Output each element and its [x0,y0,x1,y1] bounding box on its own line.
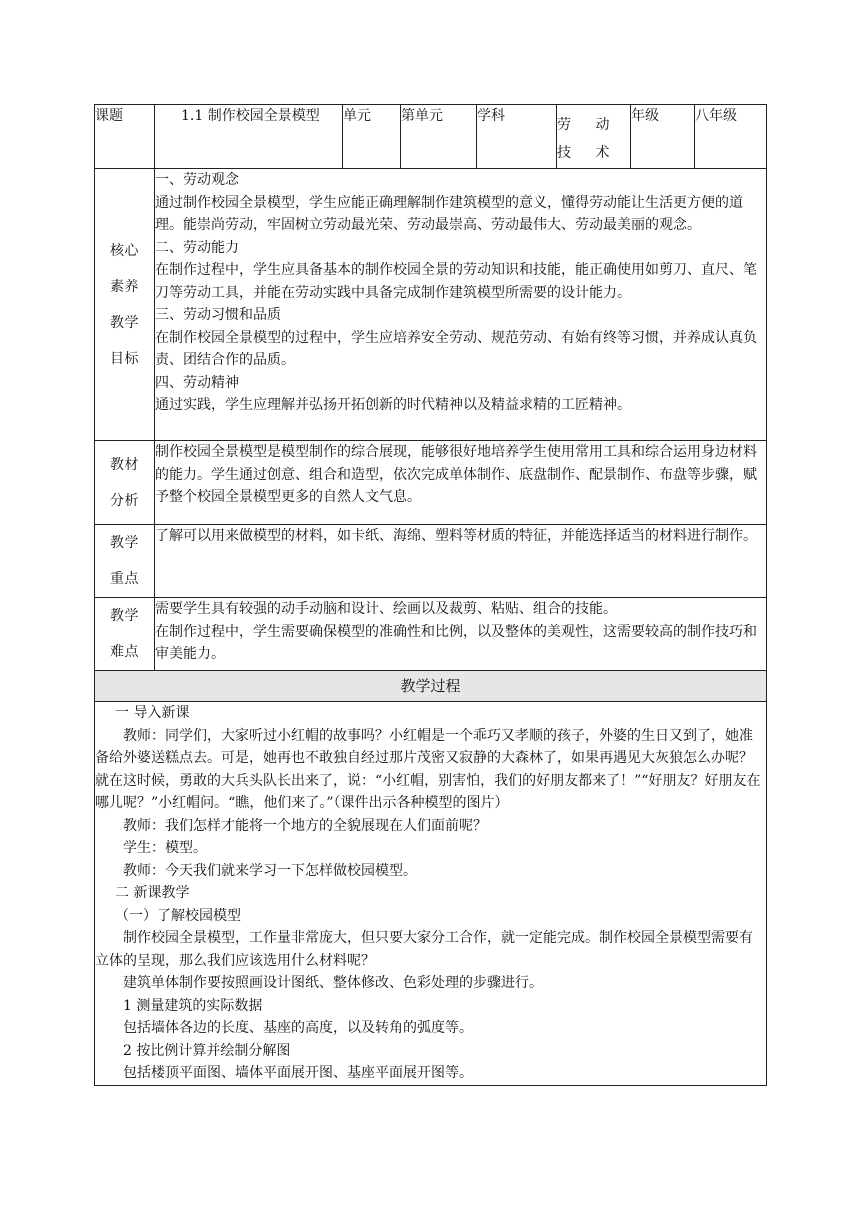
goals-text-1: 通过制作校园全景模型，学生应能正确理解制作建筑模型的意义，懂得劳动能让生活更方便的道理。能崇尚劳动，牢固树立劳动最光荣、劳动最崇高、劳动最伟大、劳动最美丽的观念。 [155,194,743,233]
subject-line-2: 技 术 [557,145,620,161]
section-heading-intro: 一 导入新课 [115,705,190,721]
goals-label-line: 目标 [110,350,139,367]
material-row [95,441,767,525]
grade-value: 八年级 [695,105,767,169]
difficulties-text-1: 需要学生具有较强的动手动脑和设计、绘画以及裁剪、粘贴、组合的技能。 [155,601,617,617]
process-header-row [95,671,767,702]
difficulties-text-2: 在制作过程中，学生需要确保模型的准确性和比例，以及整体的美观性，这需要较高的制作技巧和审美能力。 [155,623,757,662]
difficulties-label-line: 教学 [110,608,139,624]
process-paragraph: 学生：模型。 [123,840,207,856]
goals-text-3: 在制作校园全景模型的过程中，学生应培养安全劳动、规范劳动、有始有终等习惯，并养成认真负责、团结合作的品质。 [155,329,757,368]
subject-line-1: 劳 动 [557,117,620,133]
process-title: 教学过程 [95,671,767,702]
section-heading-new: 二 新课教学 [115,885,190,901]
goals-label-line: 教学 [110,314,139,331]
header-row [95,105,767,169]
unit-label: 单元 [343,105,401,169]
grade-label: 年级 [631,105,695,169]
key-points-label-line: 重点 [110,571,139,587]
subsection-heading: （一）了解校园模型 [115,907,241,924]
goals-text-4: 通过实践，学生应理解并弘扬开拓创新的时代精神以及精益求精的工匠精神。 [155,397,631,413]
key-points-label-line: 教学 [110,535,139,551]
key-points-text: 了解可以用来做模型的材料，如卡纸、海绵、塑料等材质的特征，并能选择适当的材料进行制作。 [155,528,757,544]
topic-label: 课题 [95,105,155,169]
subject-label: 学科 [477,105,557,169]
difficulties-content [155,598,767,671]
process-paragraph: 建筑单体制作要按照画设计图纸、整体修改、色彩处理的步骤进行。 [123,975,543,991]
key-points-label [95,525,155,598]
material-content [155,441,767,525]
process-paragraph: 教师：今天我们就来学习一下怎样做校园模型。 [123,862,417,879]
difficulties-row [95,598,767,671]
goals-text-2: 在制作过程中，学生应具备基本的制作校园全景的劳动知识和技能，能正确使用如剪刀、直尺、笔刀等劳动工具，并能在劳动实践中具备完成制作建筑模型所需要的设计能力。 [155,262,757,301]
goals-row [95,169,767,441]
key-points-row [95,525,767,598]
goals-label [95,169,155,441]
goals-content [155,169,767,441]
material-label-line: 教材 [110,456,139,473]
process-paragraph: 教师：我们怎样才能将一个地方的全貌展现在人们面前呢？ [123,817,487,834]
difficulties-label [95,598,155,671]
key-points-content [155,525,767,598]
goals-heading-1: 一、劳动观念 [155,172,239,188]
goals-heading-3: 三、劳动习惯和品质 [155,307,281,323]
process-paragraph: 制作校园全景模型，工作量非常庞大，但只要大家分工合作，就一定能完成。制作校园全景模型需要有立体的呈现，那么我们应该选用什么材料呢？ [95,930,753,969]
topic-value: 1.1 制作校园全景模型 [155,105,343,169]
goals-label-line: 核心 [110,242,139,259]
process-paragraph: 教师：同学们，大家听过小红帽的故事吗？小红帽是一个乖巧又孝顺的孩子，外婆的生日又到了，她准备给外婆送糕点去。可是，她再也不敢独自经过那片茂密又寂静的大森林了，如果再遇见大灰狼怎么办呢？就在这时候，勇敢的大兵头队长出来了，说：“小红帽，别害怕，我们的好朋友都来了！”“好朋友？好朋友在哪儿呢？”小红帽问。“瞧，他们来了。”（课件出示各种模型的图片） [95,727,761,811]
goals-heading-4: 四、劳动精神 [155,374,239,391]
goals-label-line: 素养 [110,278,139,295]
material-label-line: 分析 [110,492,139,509]
step-heading: 2 按比例计算并绘制分解图 [123,1042,291,1059]
process-paragraph: 包括楼顶平面图、墙体平面展开图、基座平面展开图等。 [123,1065,473,1081]
process-body-row [95,702,767,1086]
unit-value: 第单元 [401,105,477,169]
goals-heading-2: 二、劳动能力 [155,239,239,256]
step-heading: 1 测量建筑的实际数据 [123,997,263,1014]
process-paragraph: 包括墙体各边的长度、基座的高度，以及转角的弧度等。 [123,1020,473,1036]
difficulties-label-line: 难点 [110,644,139,660]
material-label [95,441,155,525]
subject-value [557,105,631,169]
material-text: 制作校园全景模型是模型制作的综合展现，能够很好地培养学生使用常用工具和综合运用身边材料的能力。学生通过创意、组合和造型，依次完成单体制作、底盘制作、配景制作、布盘等步骤，赋予整个校园全景模型更多的自然人文气息。 [155,444,757,505]
lesson-plan-table [94,104,767,1086]
process-content [95,702,767,1086]
